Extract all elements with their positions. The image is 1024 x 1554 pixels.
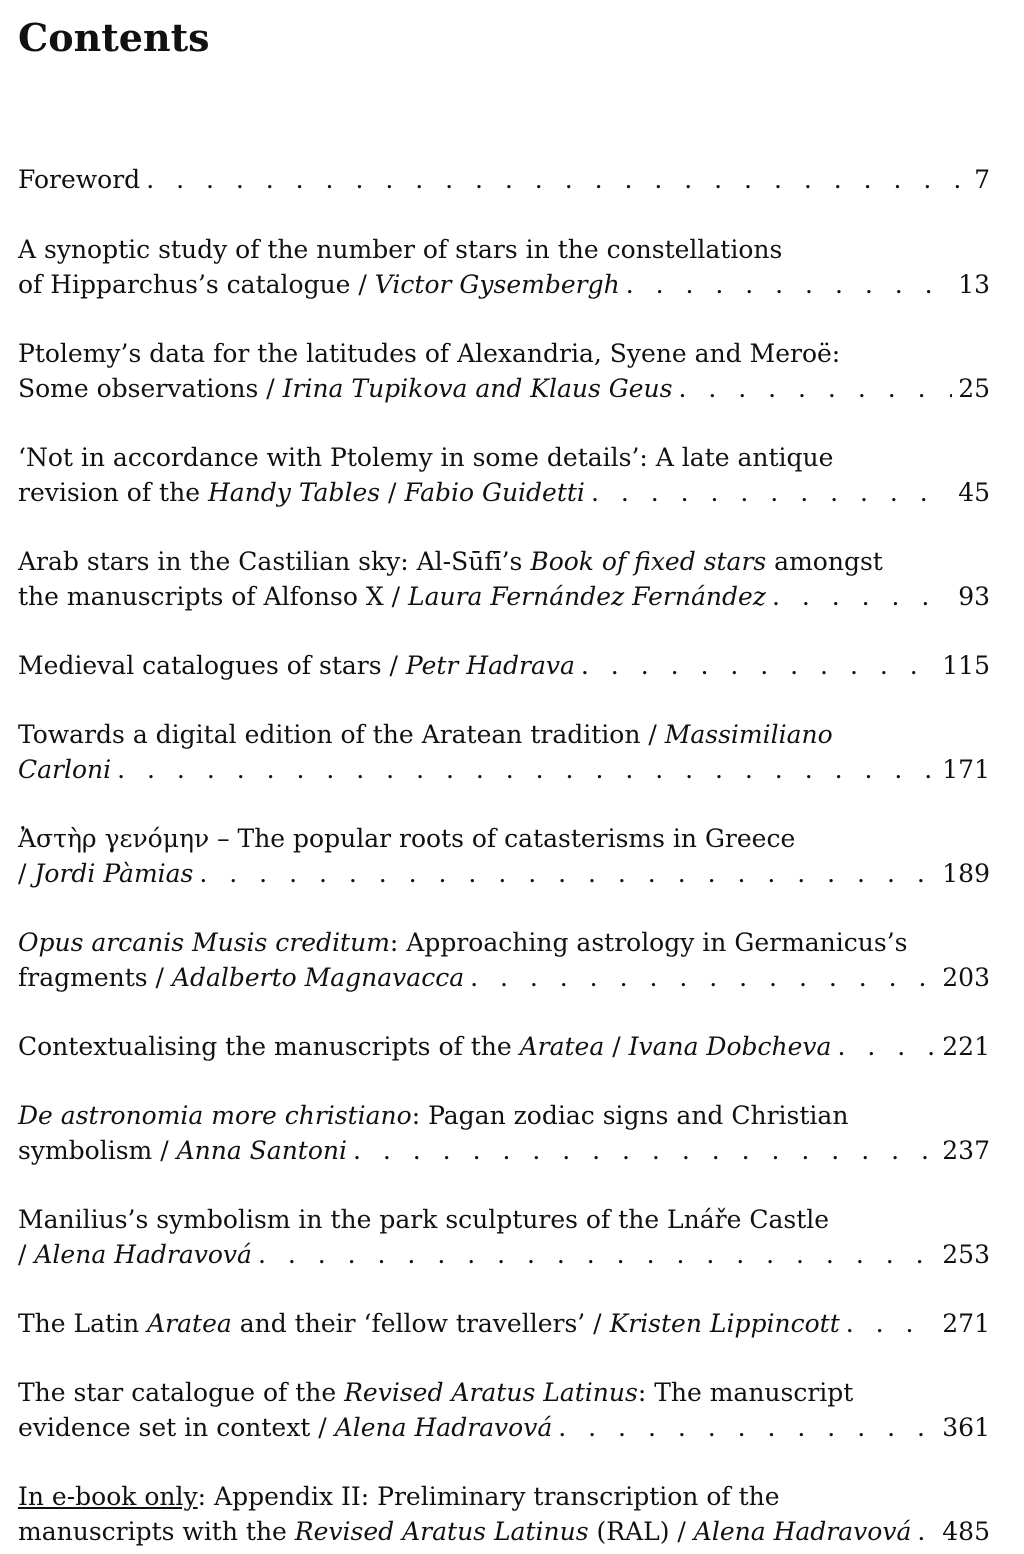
- page-number: 13: [958, 270, 990, 299]
- page-number: 25: [958, 374, 990, 403]
- entry-author: Massimiliano: [664, 720, 833, 749]
- entry-title: Contextualising the manuscripts of the Aratea / Ivana Dobcheva: [18, 1032, 832, 1061]
- entry-title-italic: Handy Tables: [207, 478, 381, 507]
- toc-entry[interactable]: [18, 1306, 990, 1341]
- toc-entry[interactable]: [18, 1029, 990, 1064]
- entry-author: Fabio Guidetti: [404, 478, 585, 507]
- page-number: 361: [942, 1413, 990, 1442]
- entry-author: Adalberto Magnavacca: [171, 963, 465, 992]
- entry-title-cont: symbolism / Anna Santoni: [18, 1136, 347, 1165]
- page-number: 7: [974, 165, 990, 194]
- entry-title: Opus arcanis Musis creditum: Approaching astrology in Germanicus’s: [18, 928, 908, 957]
- entry-title: Foreword: [18, 165, 141, 194]
- entry-title-cont: / Jordi Pàmias: [18, 859, 194, 888]
- entry-title-cont: / Alena Hadravová: [18, 1240, 252, 1269]
- dot-leader: [146, 162, 968, 197]
- entry-author-cont: Carloni: [18, 755, 112, 784]
- entry-author: Alena Hadravová: [34, 1240, 252, 1269]
- toc-entry[interactable]: [18, 232, 990, 302]
- dot-leader: [591, 475, 952, 510]
- toc-entry[interactable]: [18, 1479, 990, 1549]
- entry-title: The Latin Aratea and their ‘fellow travellers’ / Kristen Lippincott: [18, 1309, 840, 1338]
- page-number: 203: [942, 963, 990, 992]
- page-number: 253: [942, 1240, 990, 1269]
- dot-leader: [837, 1029, 936, 1064]
- ebook-only-note: In e-book only: [18, 1482, 198, 1511]
- dot-leader: [846, 1306, 937, 1341]
- entry-title-cont: the manuscripts of Alfonso X / Laura Fernández Fernández: [18, 582, 766, 611]
- entry-author: Petr Hadrava: [405, 651, 575, 680]
- entry-author: Kristen Lippincott: [609, 1309, 840, 1338]
- entry-title: The star catalogue of the Revised Aratus Latinus: The manuscript: [18, 1378, 854, 1407]
- entry-title: Ptolemy’s data for the latitudes of Alexandria, Syene and Meroë:: [18, 339, 841, 368]
- toc-entry[interactable]: [18, 162, 990, 197]
- entry-title: In e-book only: Appendix II: Preliminary transcription of the: [18, 1482, 780, 1511]
- dot-leader: [581, 648, 936, 683]
- entry-title-italic: Aratea: [519, 1032, 605, 1061]
- toc-entry[interactable]: [18, 1375, 990, 1445]
- entry-title-cont: Some observations / Irina Tupikova and Klaus Geus: [18, 374, 673, 403]
- page-number: 271: [942, 1309, 990, 1338]
- entry-title-italic: De astronomia more christiano: [18, 1101, 412, 1130]
- entry-author: Anna Santoni: [176, 1136, 347, 1165]
- entry-title-italic: Revised Aratus Latinus: [344, 1378, 638, 1407]
- entry-title-cont: evidence set in context / Alena Hadravová: [18, 1413, 553, 1442]
- entry-title: De astronomia more christiano: Pagan zodiac signs and Christian: [18, 1101, 849, 1130]
- entry-title: Ἀστὴρ γενόμην – The popular roots of catasterisms in Greece: [18, 824, 796, 853]
- toc-entry[interactable]: [18, 821, 990, 891]
- dot-leader: [258, 1237, 936, 1272]
- entry-title-italic: Book of fixed stars: [530, 547, 767, 576]
- entry-title: Manilius’s symbolism in the park sculptures of the Lnáře Castle: [18, 1205, 830, 1234]
- entry-title-cont: manuscripts with the Revised Aratus Latinus (RAL) / Alena Hadravová: [18, 1517, 912, 1546]
- entry-title: A synoptic study of the number of stars in the constellations: [18, 235, 783, 264]
- dot-leader: [199, 856, 936, 891]
- toc-entry[interactable]: [18, 1098, 990, 1168]
- entry-title-italic: Opus arcanis Musis creditum: [18, 928, 390, 957]
- entry-author: Ivana Dobcheva: [628, 1032, 832, 1061]
- entry-author: Laura Fernández Fernández: [407, 582, 766, 611]
- toc-entry[interactable]: [18, 1202, 990, 1272]
- page-number: 189: [942, 859, 990, 888]
- entry-title-cont: fragments / Adalberto Magnavacca: [18, 963, 465, 992]
- entry-author: Victor Gysembergh: [374, 270, 620, 299]
- page-number: 93: [958, 582, 990, 611]
- dot-leader: [917, 1514, 936, 1549]
- entry-title-cont: of Hipparchus’s catalogue / Victor Gysembergh: [18, 270, 620, 299]
- page-number: 221: [942, 1032, 990, 1061]
- entry-title: Towards a digital edition of the Aratean tradition / Massimiliano: [18, 720, 833, 749]
- dot-leader: [353, 1133, 936, 1168]
- page-number: 115: [942, 651, 990, 680]
- dot-leader: [626, 267, 953, 302]
- toc-entry[interactable]: [18, 336, 990, 406]
- dot-leader: [558, 1410, 936, 1445]
- page-number: 171: [942, 755, 990, 784]
- toc-entry[interactable]: [18, 925, 990, 995]
- entry-title: Medieval catalogues of stars / Petr Hadrava: [18, 651, 575, 680]
- dot-leader: [772, 579, 952, 614]
- entry-author: Irina Tupikova and Klaus Geus: [282, 374, 673, 403]
- entry-title-italic: Aratea: [147, 1309, 232, 1338]
- dot-leader: [470, 960, 936, 995]
- dot-leader: [678, 371, 952, 406]
- toc-entry[interactable]: [18, 717, 990, 787]
- entry-title: ‘Not in accordance with Ptolemy in some details’: A late antique: [18, 443, 834, 472]
- entry-title-italic: Revised Aratus Latinus: [294, 1517, 589, 1546]
- dot-leader: [117, 752, 936, 787]
- toc-entry[interactable]: [18, 440, 990, 510]
- page-number: 237: [942, 1136, 990, 1165]
- toc-entry[interactable]: [18, 544, 990, 614]
- entry-title: Arab stars in the Castilian sky: Al-Sūfī’s Book of fixed stars amongst: [18, 547, 883, 576]
- entry-author: Alena Hadravová: [334, 1413, 553, 1442]
- entry-title-cont: revision of the Handy Tables / Fabio Guidetti: [18, 478, 585, 507]
- toc-entry[interactable]: [18, 648, 990, 683]
- page-number: 45: [958, 478, 990, 507]
- entry-author: Jordi Pàmias: [34, 859, 194, 888]
- page-number: 485: [942, 1517, 990, 1546]
- page-title: Contents: [18, 15, 210, 60]
- entry-author: Alena Hadravová: [693, 1517, 912, 1546]
